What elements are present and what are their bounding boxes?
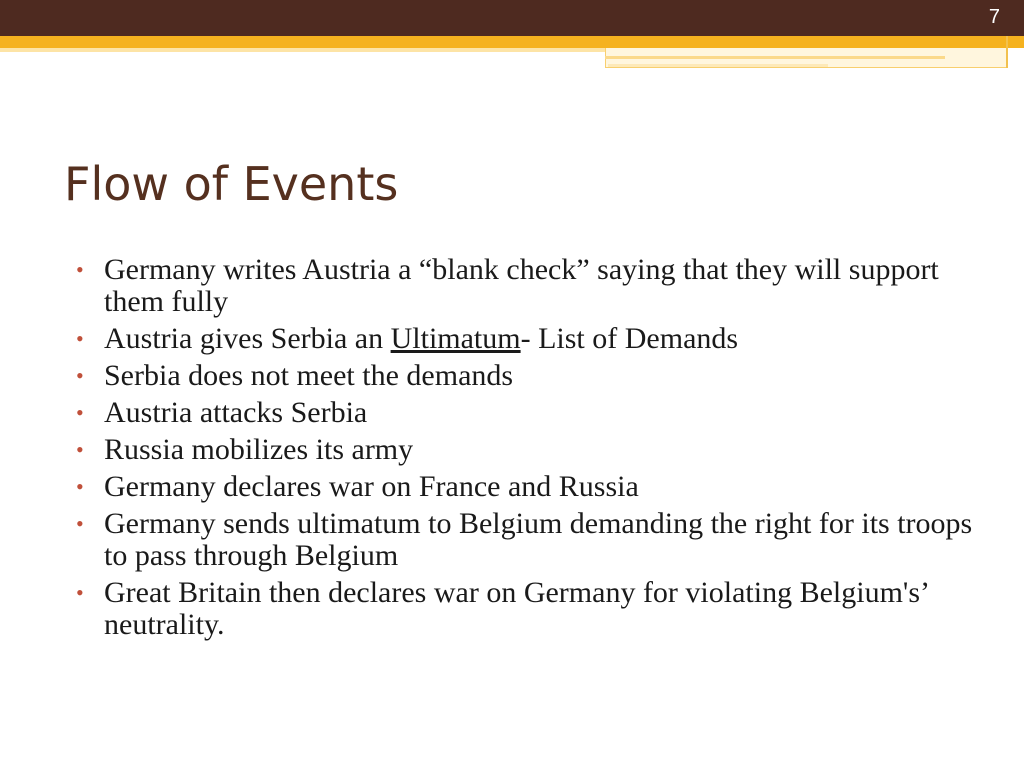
bullet-item bbox=[76, 254, 976, 318]
bullet-text: - List of Demands bbox=[520, 322, 739, 355]
bullet-item bbox=[76, 360, 976, 392]
bullet-text: Germany declares war on France and Russia bbox=[104, 470, 639, 503]
bullet-item bbox=[76, 397, 976, 429]
accent-stripe bbox=[0, 48, 605, 52]
ultimatum-term: Ultimatum bbox=[390, 322, 521, 355]
bullet-text: Austria gives Serbia an bbox=[104, 322, 391, 355]
slide-number: 7 bbox=[988, 6, 1000, 28]
decoration-line bbox=[608, 64, 828, 67]
bullet-text: Germany writes Austria a “blank check” saying that they will support them fully bbox=[104, 253, 939, 318]
bullet-icon: • bbox=[76, 363, 84, 388]
accent-band bbox=[0, 36, 1024, 48]
slide-title: Flow of Events bbox=[64, 157, 399, 211]
bullet-text: Germany sends ultimatum to Belgium demanding the right for its troops to pass through Belgium bbox=[104, 507, 973, 572]
bullet-icon: • bbox=[76, 511, 84, 536]
bullet-text: Serbia does not meet the demands bbox=[104, 359, 514, 392]
bullet-item bbox=[76, 577, 976, 641]
bullet-icon: • bbox=[76, 580, 84, 605]
decoration-divider bbox=[1006, 36, 1008, 68]
decoration-line bbox=[605, 56, 945, 59]
header-band bbox=[0, 0, 1024, 36]
bullet-icon: • bbox=[76, 257, 84, 282]
bullet-item bbox=[76, 434, 976, 466]
bullet-list bbox=[76, 254, 976, 646]
bullet-text: Russia mobilizes its army bbox=[104, 433, 414, 466]
bullet-icon: • bbox=[76, 400, 84, 425]
bullet-item bbox=[76, 471, 976, 503]
bullet-text: Austria attacks Serbia bbox=[104, 396, 368, 429]
bullet-icon: • bbox=[76, 437, 84, 462]
bullet-icon: • bbox=[76, 474, 84, 499]
bullet-text: Great Britain then declares war on Germany for violating Belgium's’ neutrality. bbox=[104, 576, 928, 641]
bullet-item bbox=[76, 323, 976, 355]
bullet-item bbox=[76, 508, 976, 572]
bullet-icon: • bbox=[76, 326, 84, 351]
